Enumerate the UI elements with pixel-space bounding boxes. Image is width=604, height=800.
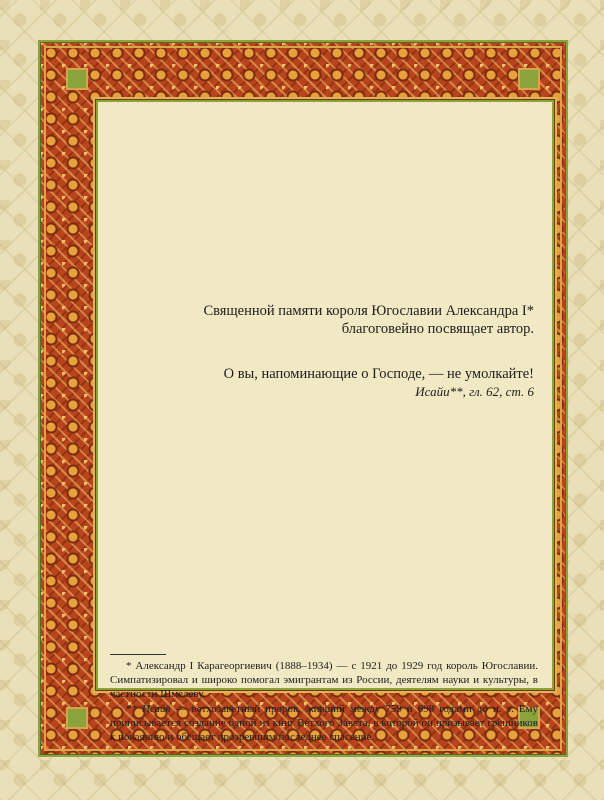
dedication [203, 302, 534, 338]
dedication-line-2: благоговейно посвящает автор. [341, 321, 534, 337]
footnote-2-text: — ветхозаветный пророк, живший между 759 и 698 годами до н. э. Ему приписывается создание одной из книг Ветхого Завета, в которой он призывает грешников к покаянию и обещает прозревшим последнее спасение. [110, 702, 539, 744]
ornamental-frame [38, 40, 568, 757]
footnote-2-term: Исайя [141, 702, 171, 715]
epigraph [224, 366, 534, 400]
epigraph-quote: О вы, напоминающие о Господе, — не умолкайте! [223, 366, 534, 382]
frame-corner-ornament [66, 68, 88, 90]
dedication-line-1: Священной памяти короля Югославии Александра I* [203, 303, 534, 319]
footnotes [110, 654, 538, 744]
footnote-1-text: * Александр I Карагеоргиевич (1888–1934) — с 1921 до 1929 год король Югославии. Симпатизировал и широко помогал эмигрантам из России, деятелям науки и культуры, в частности Шмелеву. [110, 660, 538, 701]
footnote-2 [110, 702, 538, 745]
footnote-1 [110, 659, 538, 702]
page-content-area [96, 100, 554, 744]
frame-corner-ornament [518, 68, 540, 90]
footnote-2-marker: ** [126, 702, 142, 715]
footnote-divider [110, 654, 166, 655]
frame-corner-ornament [66, 707, 88, 729]
epigraph-reference: Исайи**, гл. 62, ст. 6 [415, 384, 534, 399]
